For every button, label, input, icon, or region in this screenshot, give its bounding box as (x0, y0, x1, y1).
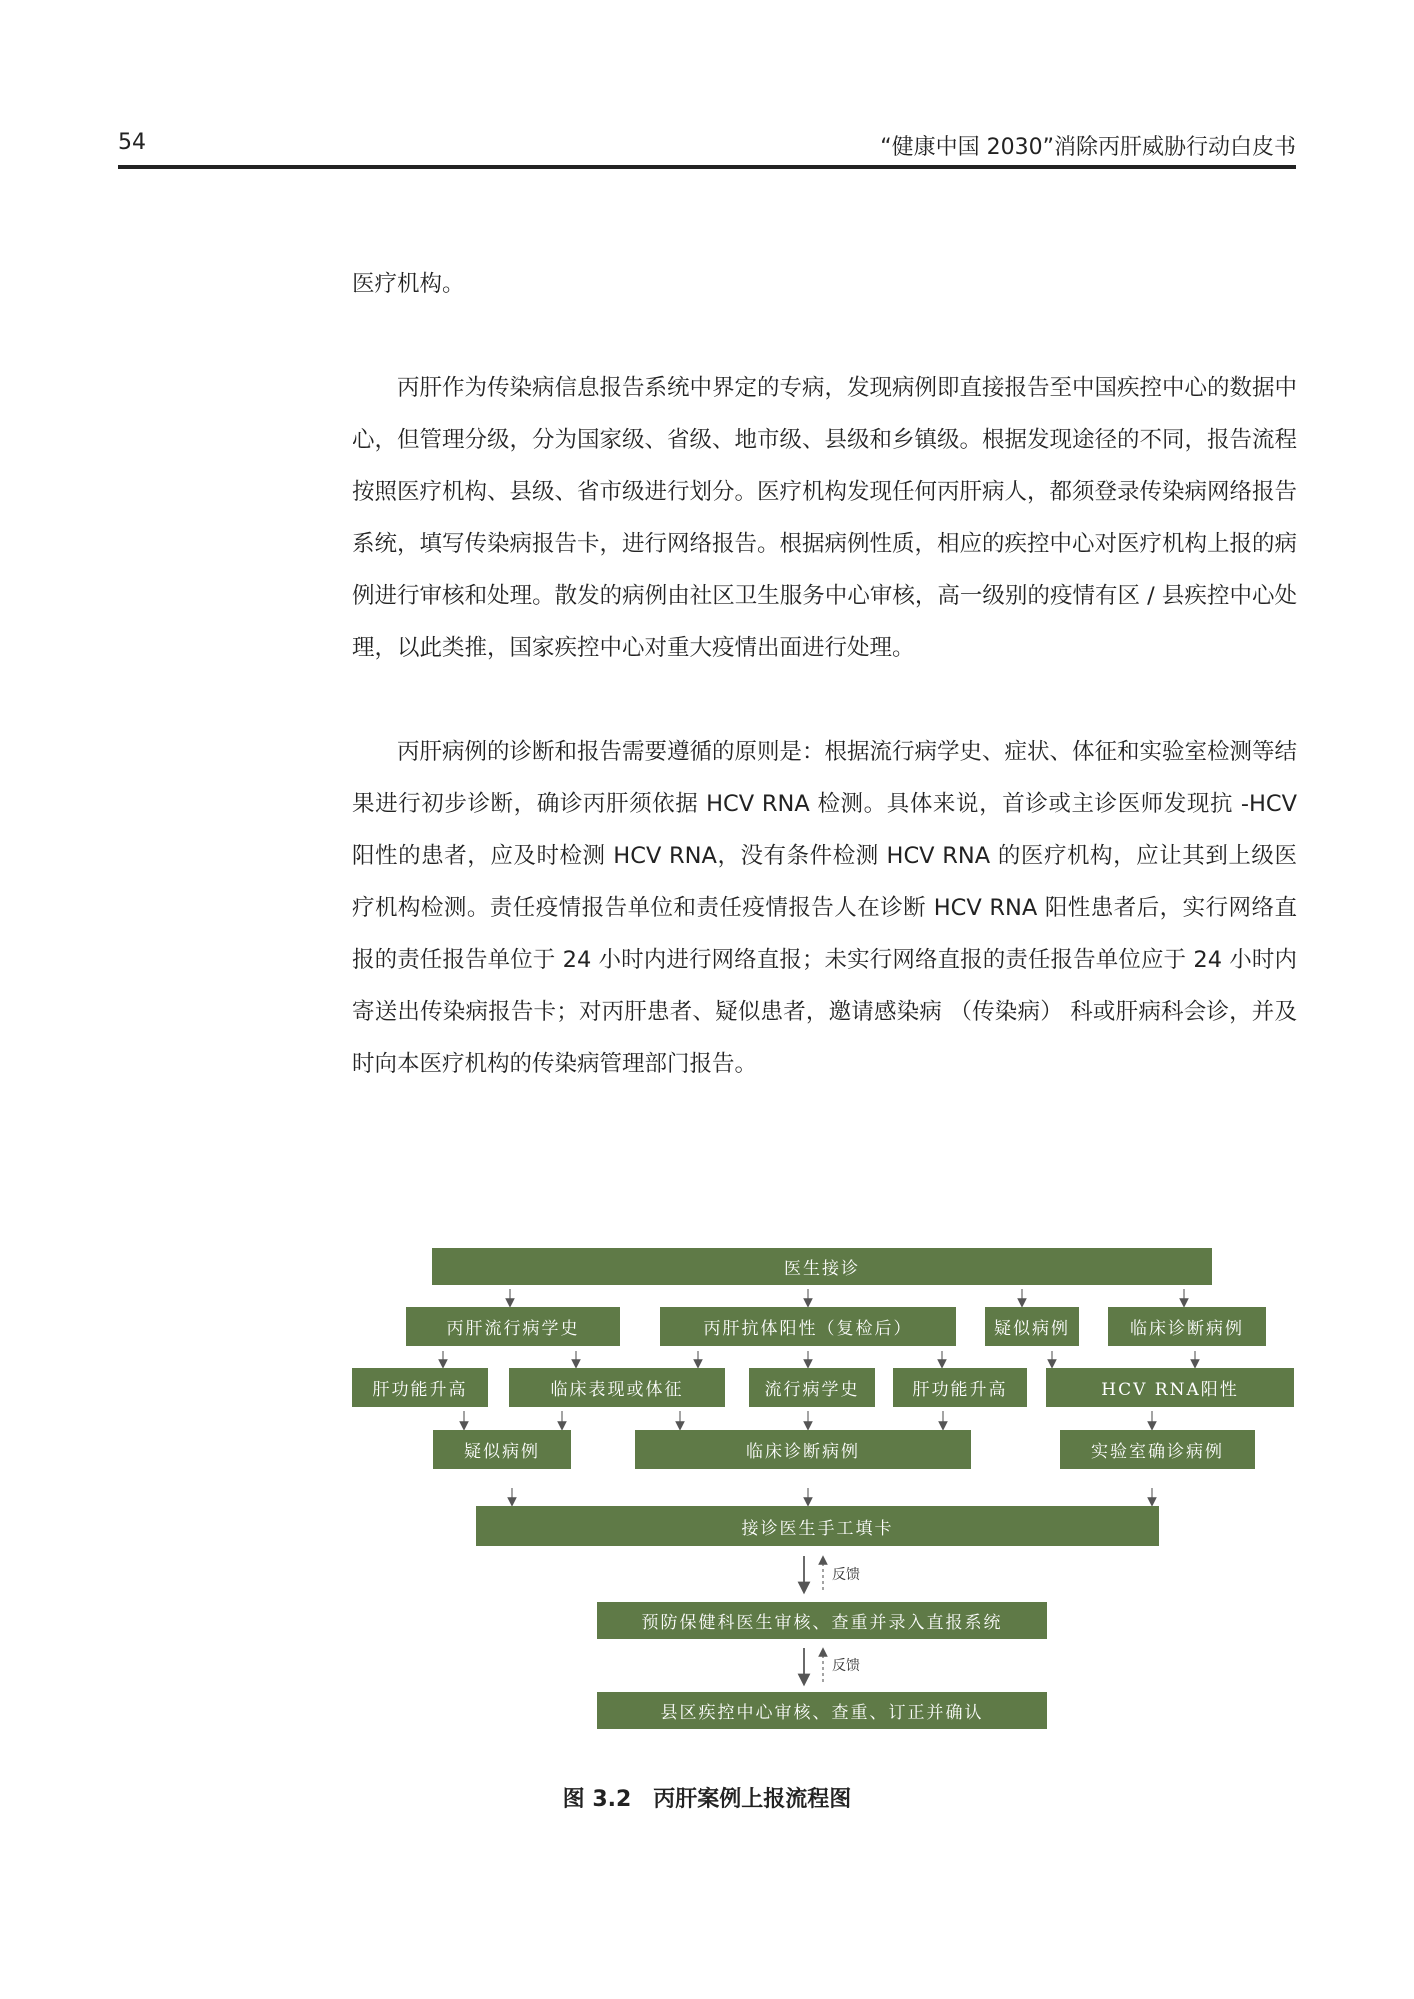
header-rule (118, 165, 1296, 169)
flow-box-epidemiology: 流行病学史 (749, 1368, 875, 1407)
flow-box-clinical-case-a: 临床诊断病例 (1108, 1307, 1266, 1346)
lead-line: 医疗机构。 (352, 271, 465, 297)
flow-box-clinical-case-b: 临床诊断病例 (635, 1430, 971, 1469)
figure-caption: 图 3.2 丙肝案例上报流程图 (562, 1787, 852, 1812)
flow-box-clinical-signs: 临床表现或体征 (509, 1368, 725, 1407)
flow-box-suspected-case-a: 疑似病例 (985, 1307, 1079, 1346)
paragraph-reporting-system: 丙肝作为传染病信息报告系统中界定的专病，发现病例即直接报告至中国疾控中心的数据中心，但管理分级，分为国家级、省级、地市级、县级和乡镇级。根据发现途径的不同，报告流程按照医疗机构、县级、省市级进行划分。医疗机构发现任何丙肝病人，都须登录传染病网络报告系统，填写传染病报告卡，进行网络报告。根据病例性质，相应的疾控中心对医疗机构上报的病例进行审核和处理。散发的病例由社区卫生服务中心审核，高一级别的疫情有区 / 县疾控中心处理，以此类推，国家疾控中心对重大疫情出面进行处理。 (352, 375, 1298, 661)
paragraph-diagnosis-principles: 丙肝病例的诊断和报告需要遵循的原则是：根据流行病学史、症状、体征和实验室检测等结果进行初步诊断，确诊丙肝须依据 HCV RNA 检测。具体来说，首诊或主诊医师发现抗 -HCV 阳性的患者，应及时检测 HCV RNA，没有条件检测 HCV RNA 的医疗机构，应让其到上级医疗机构检测。责任疫情报告单位和责任疫情报告人在诊断 HCV RNA 阳性患者后，实行网络直报的责任报告单位于 24 小时内进行网络直报；未实行网络直报的责任报告单位应于 24 小时内寄送出传染病报告卡；对丙肝患者、疑似患者，邀请感染病 （传染病） 科或肝病科会诊，并及时向本医疗机构的传染病管理部门报告。 (352, 739, 1298, 1077)
body-text (352, 258, 1297, 1142)
flow-box-doctor-visit: 医生接诊 (432, 1248, 1212, 1285)
flow-box-liver-function-a: 肝功能升高 (352, 1368, 488, 1407)
flow-box-suspected-case-b: 疑似病例 (433, 1430, 571, 1469)
page-number: 54 (118, 130, 146, 155)
flow-box-hcv-rna-positive: HCV RNA阳性 (1046, 1368, 1294, 1407)
feedback-label-1: 反馈 (832, 1567, 860, 1583)
flow-box-epidemiology-history: 丙肝流行病学史 (406, 1307, 620, 1346)
flow-box-county-cdc-confirm: 县区疾控中心审核、查重、订正并确认 (597, 1692, 1047, 1729)
flow-box-lab-confirmed-case: 实验室确诊病例 (1060, 1430, 1255, 1469)
flow-box-prevention-review: 预防保健科医生审核、查重并录入直报系统 (597, 1602, 1047, 1639)
feedback-label-2: 反馈 (832, 1658, 860, 1674)
flow-box-manual-card: 接诊医生手工填卡 (476, 1506, 1159, 1546)
flow-box-liver-function-b: 肝功能升高 (893, 1368, 1027, 1407)
running-header-title: “健康中国 2030”消除丙肝威胁行动白皮书 (880, 135, 1296, 160)
flow-box-antibody-positive: 丙肝抗体阳性（复检后） (660, 1307, 956, 1346)
